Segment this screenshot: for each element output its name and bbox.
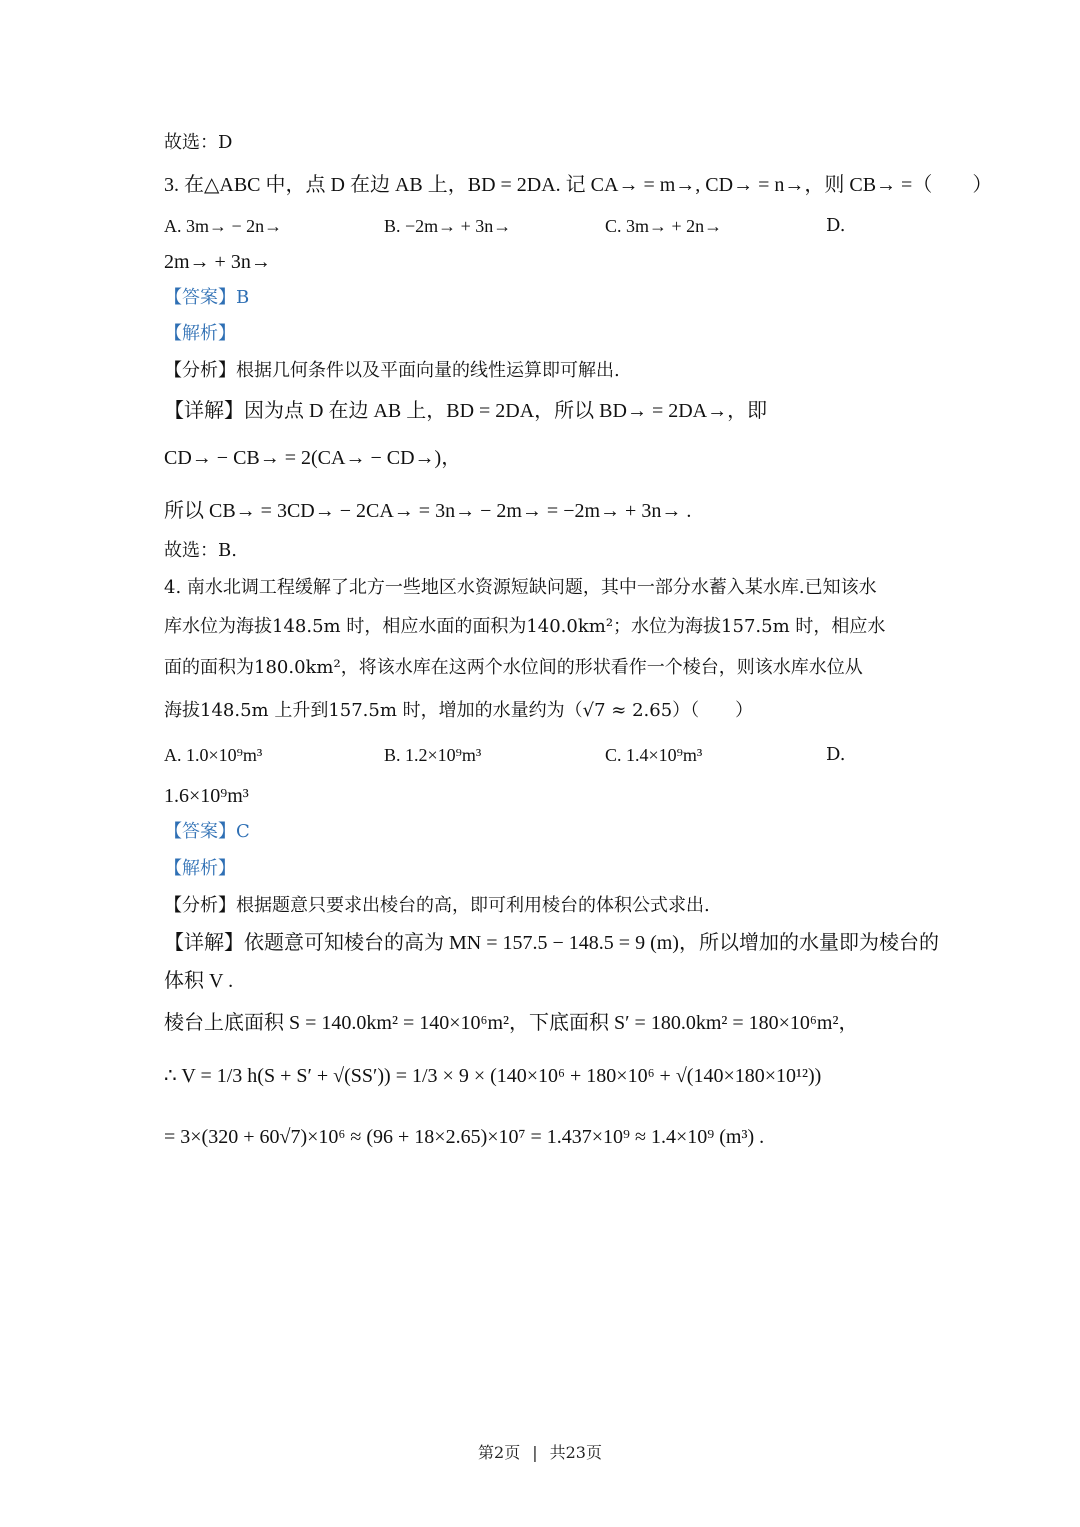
- question-4-line-2: 库水位为海拔148.5m 时，相应水面的面积为140.0km²；水位为海拔157.5m 时，相应水: [164, 616, 886, 637]
- q4-option-d: D.: [826, 744, 846, 765]
- q4-detail-4: ∴ V = 1/3 h(S + S′ + √(SS′)) = 1/3 × 9 × (140×10⁶ + 180×10⁶ + √(140×180×10¹²)): [164, 1065, 822, 1087]
- q4-detail-2: 体积 V .: [164, 970, 234, 992]
- q3-option-c: C. 3m→ + 2n→: [605, 216, 723, 236]
- q3-option-d: D.: [826, 215, 846, 236]
- answer-choice-line: 故选：D: [164, 132, 233, 153]
- page-footer: [0, 1440, 1080, 1463]
- q4-option-a: A. 1.0×10⁹m³: [164, 745, 263, 765]
- q3-final-choice: 故选：B.: [164, 540, 237, 561]
- q4-detail-3: 棱台上底面积 S = 140.0km² = 140×10⁶m²，下底面积 S′ = 180.0km² = 180×10⁶m²，: [164, 1012, 859, 1034]
- q3-option-a: A. 3m→ − 2n→: [164, 216, 283, 236]
- q4-detail-1: 【详解】依题意可知棱台的高为 MN = 157.5 − 148.5 = 9 (m)，所以增加的水量即为棱台的: [164, 932, 939, 954]
- footer-divider: |: [532, 1443, 538, 1462]
- question-4-line-3: 面的面积为180.0km²，将该水库在这两个水位间的形状看作一个棱台，则该水库水位从: [164, 657, 863, 678]
- q3-analysis: 【分析】根据几何条件以及平面向量的线性运算即可解出.: [164, 360, 620, 381]
- q4-option-d-value: 1.6×10⁹m³: [164, 785, 249, 807]
- q3-detail-3: 所以 CB→ = 3CD→ − 2CA→ = 3n→ − 2m→ = −2m→ + 3n→ .: [164, 500, 692, 522]
- q4-analysis: 【分析】根据题意只要求出棱台的高，即可利用棱台的体积公式求出.: [164, 895, 710, 916]
- q3-option-d-value: 2m→ + 3n→: [164, 251, 271, 273]
- q4-option-c: C. 1.4×10⁹m³: [605, 745, 703, 765]
- q3-answer: [164, 285, 249, 311]
- q3-analysis-heading: 【解析】: [164, 323, 236, 344]
- question-3-stem: 3. 在△ABC 中，点 D 在边 AB 上，BD = 2DA. 记 CA→ = m→, CD→ = n→，则 CB→ =（ ）: [164, 174, 993, 196]
- answer-label: 【答案】C: [164, 821, 250, 842]
- q4-detail-5: = 3×(320 + 60√7)×10⁶ ≈ (96 + 18×2.65)×10⁷ = 1.437×10⁹ ≈ 1.4×10⁹ (m³) .: [164, 1126, 765, 1148]
- answer-label: 【答案】B: [164, 287, 250, 308]
- q4-option-b: B. 1.2×10⁹m³: [384, 745, 482, 765]
- page-number: 第2页: [478, 1443, 521, 1462]
- q3-option-b: B. −2m→ + 3n→: [384, 216, 512, 236]
- question-4-line-1: 4. 南水北调工程缓解了北方一些地区水资源短缺问题，其中一部分水蓄入某水库.已知该水: [164, 577, 877, 598]
- q4-answer: [164, 819, 250, 845]
- q3-detail-1: 【详解】因为点 D 在边 AB 上，BD = 2DA，所以 BD→ = 2DA→，即: [164, 400, 768, 422]
- q4-analysis-heading: 【解析】: [164, 858, 236, 879]
- page-total: 共23页: [549, 1443, 602, 1462]
- question-4-line-4: 海拔148.5m 上升到157.5m 时，增加的水量约为（√7 ≈ 2.65）（ ）: [164, 700, 754, 721]
- q3-detail-2: CD→ − CB→ = 2(CA→ − CD→)，: [164, 447, 462, 469]
